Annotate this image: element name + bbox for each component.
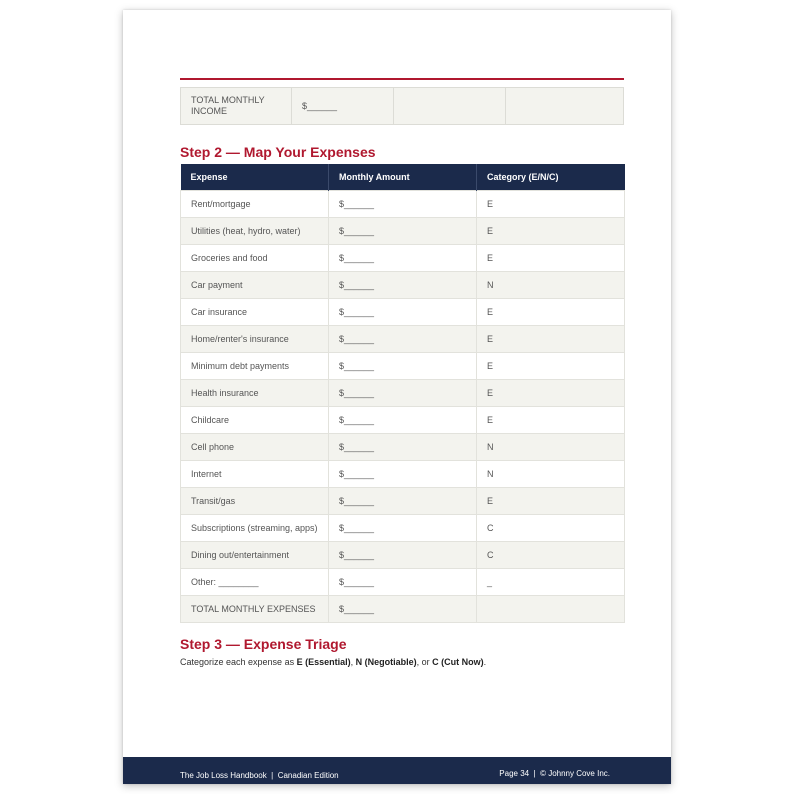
table-row (181, 218, 625, 245)
expense-amount: $______ (329, 569, 477, 596)
expense-category: E (477, 218, 625, 245)
table-row (181, 245, 625, 272)
income-empty-cell (506, 88, 624, 125)
total-expenses-amount: $______ (329, 596, 477, 623)
expense-amount: $______ (329, 542, 477, 569)
expense-table (180, 164, 625, 623)
expense-category: E (477, 380, 625, 407)
expense-name: Car payment (181, 272, 329, 299)
expense-amount: $______ (329, 326, 477, 353)
expense-name: Childcare (181, 407, 329, 434)
expense-amount: $______ (329, 461, 477, 488)
expense-category: E (477, 407, 625, 434)
expense-name: Cell phone (181, 434, 329, 461)
table-row (181, 515, 625, 542)
table-row (181, 272, 625, 299)
table-row (181, 88, 624, 125)
expense-category: E (477, 299, 625, 326)
section-divider (180, 78, 624, 80)
expense-name: Dining out/entertainment (181, 542, 329, 569)
expense-amount: $______ (329, 272, 477, 299)
step3-heading: Step 3 — Expense Triage (180, 636, 347, 652)
page-footer (123, 757, 671, 784)
expense-category: E (477, 191, 625, 218)
expense-category: C (477, 542, 625, 569)
expense-name: Transit/gas (181, 488, 329, 515)
total-expenses-label: TOTAL MONTHLY EXPENSES (181, 596, 329, 623)
table-row (181, 353, 625, 380)
table-row (181, 299, 625, 326)
total-expenses-row (181, 596, 625, 623)
expense-name: Rent/mortgage (181, 191, 329, 218)
table-row (181, 380, 625, 407)
expense-category: E (477, 326, 625, 353)
expense-name: Home/renter's insurance (181, 326, 329, 353)
header-category: Category (E/N/C) (477, 164, 625, 191)
table-row (181, 461, 625, 488)
table-row (181, 488, 625, 515)
expense-name: Subscriptions (streaming, apps) (181, 515, 329, 542)
expense-amount: $______ (329, 353, 477, 380)
negotiable-label: N (Negotiable) (355, 657, 417, 667)
expense-category: C (477, 515, 625, 542)
triage-instructions (180, 657, 486, 667)
expense-amount: $______ (329, 191, 477, 218)
expense-amount: $______ (329, 299, 477, 326)
table-row (181, 542, 625, 569)
expense-amount: $______ (329, 218, 477, 245)
triage-separator: , (350, 657, 356, 667)
expense-category: N (477, 272, 625, 299)
income-amount: $______ (292, 88, 394, 125)
footer-book-title: The Job Loss Handbook | Canadian Edition (180, 771, 339, 780)
expense-category: E (477, 353, 625, 380)
expense-name: Utilities (heat, hydro, water) (181, 218, 329, 245)
cut-now-label: C (Cut Now) (432, 657, 484, 667)
expense-category: _ (477, 569, 625, 596)
expense-amount: $______ (329, 434, 477, 461)
table-row (181, 434, 625, 461)
expense-name: Internet (181, 461, 329, 488)
income-empty-cell (394, 88, 506, 125)
expense-amount: $______ (329, 380, 477, 407)
income-table (180, 87, 624, 125)
expense-name: Health insurance (181, 380, 329, 407)
expense-amount: $______ (329, 488, 477, 515)
total-expenses-category (477, 596, 625, 623)
triage-separator: , or (416, 657, 433, 667)
table-row (181, 569, 625, 596)
table-header-row (181, 164, 625, 191)
income-label: TOTAL MONTHLY INCOME (181, 88, 292, 125)
expense-category: E (477, 488, 625, 515)
expense-category: E (477, 245, 625, 272)
document-page (123, 10, 671, 784)
footer-page-info: Page 34 | © Johnny Cove Inc. (499, 769, 610, 778)
table-row (181, 191, 625, 218)
expense-category: N (477, 461, 625, 488)
step2-heading: Step 2 — Map Your Expenses (180, 144, 376, 160)
header-monthly-amount: Monthly Amount (329, 164, 477, 191)
expense-category: N (477, 434, 625, 461)
essential-label: E (Essential) (296, 657, 351, 667)
expense-amount: $______ (329, 515, 477, 542)
triage-prefix: Categorize each expense as (180, 657, 297, 667)
expense-name: Car insurance (181, 299, 329, 326)
header-expense: Expense (181, 164, 329, 191)
table-row (181, 326, 625, 353)
expense-name: Groceries and food (181, 245, 329, 272)
expense-name: Minimum debt payments (181, 353, 329, 380)
expense-amount: $______ (329, 407, 477, 434)
expense-amount: $______ (329, 245, 477, 272)
table-row (181, 407, 625, 434)
expense-name: Other: ________ (181, 569, 329, 596)
triage-suffix: . (483, 657, 487, 667)
